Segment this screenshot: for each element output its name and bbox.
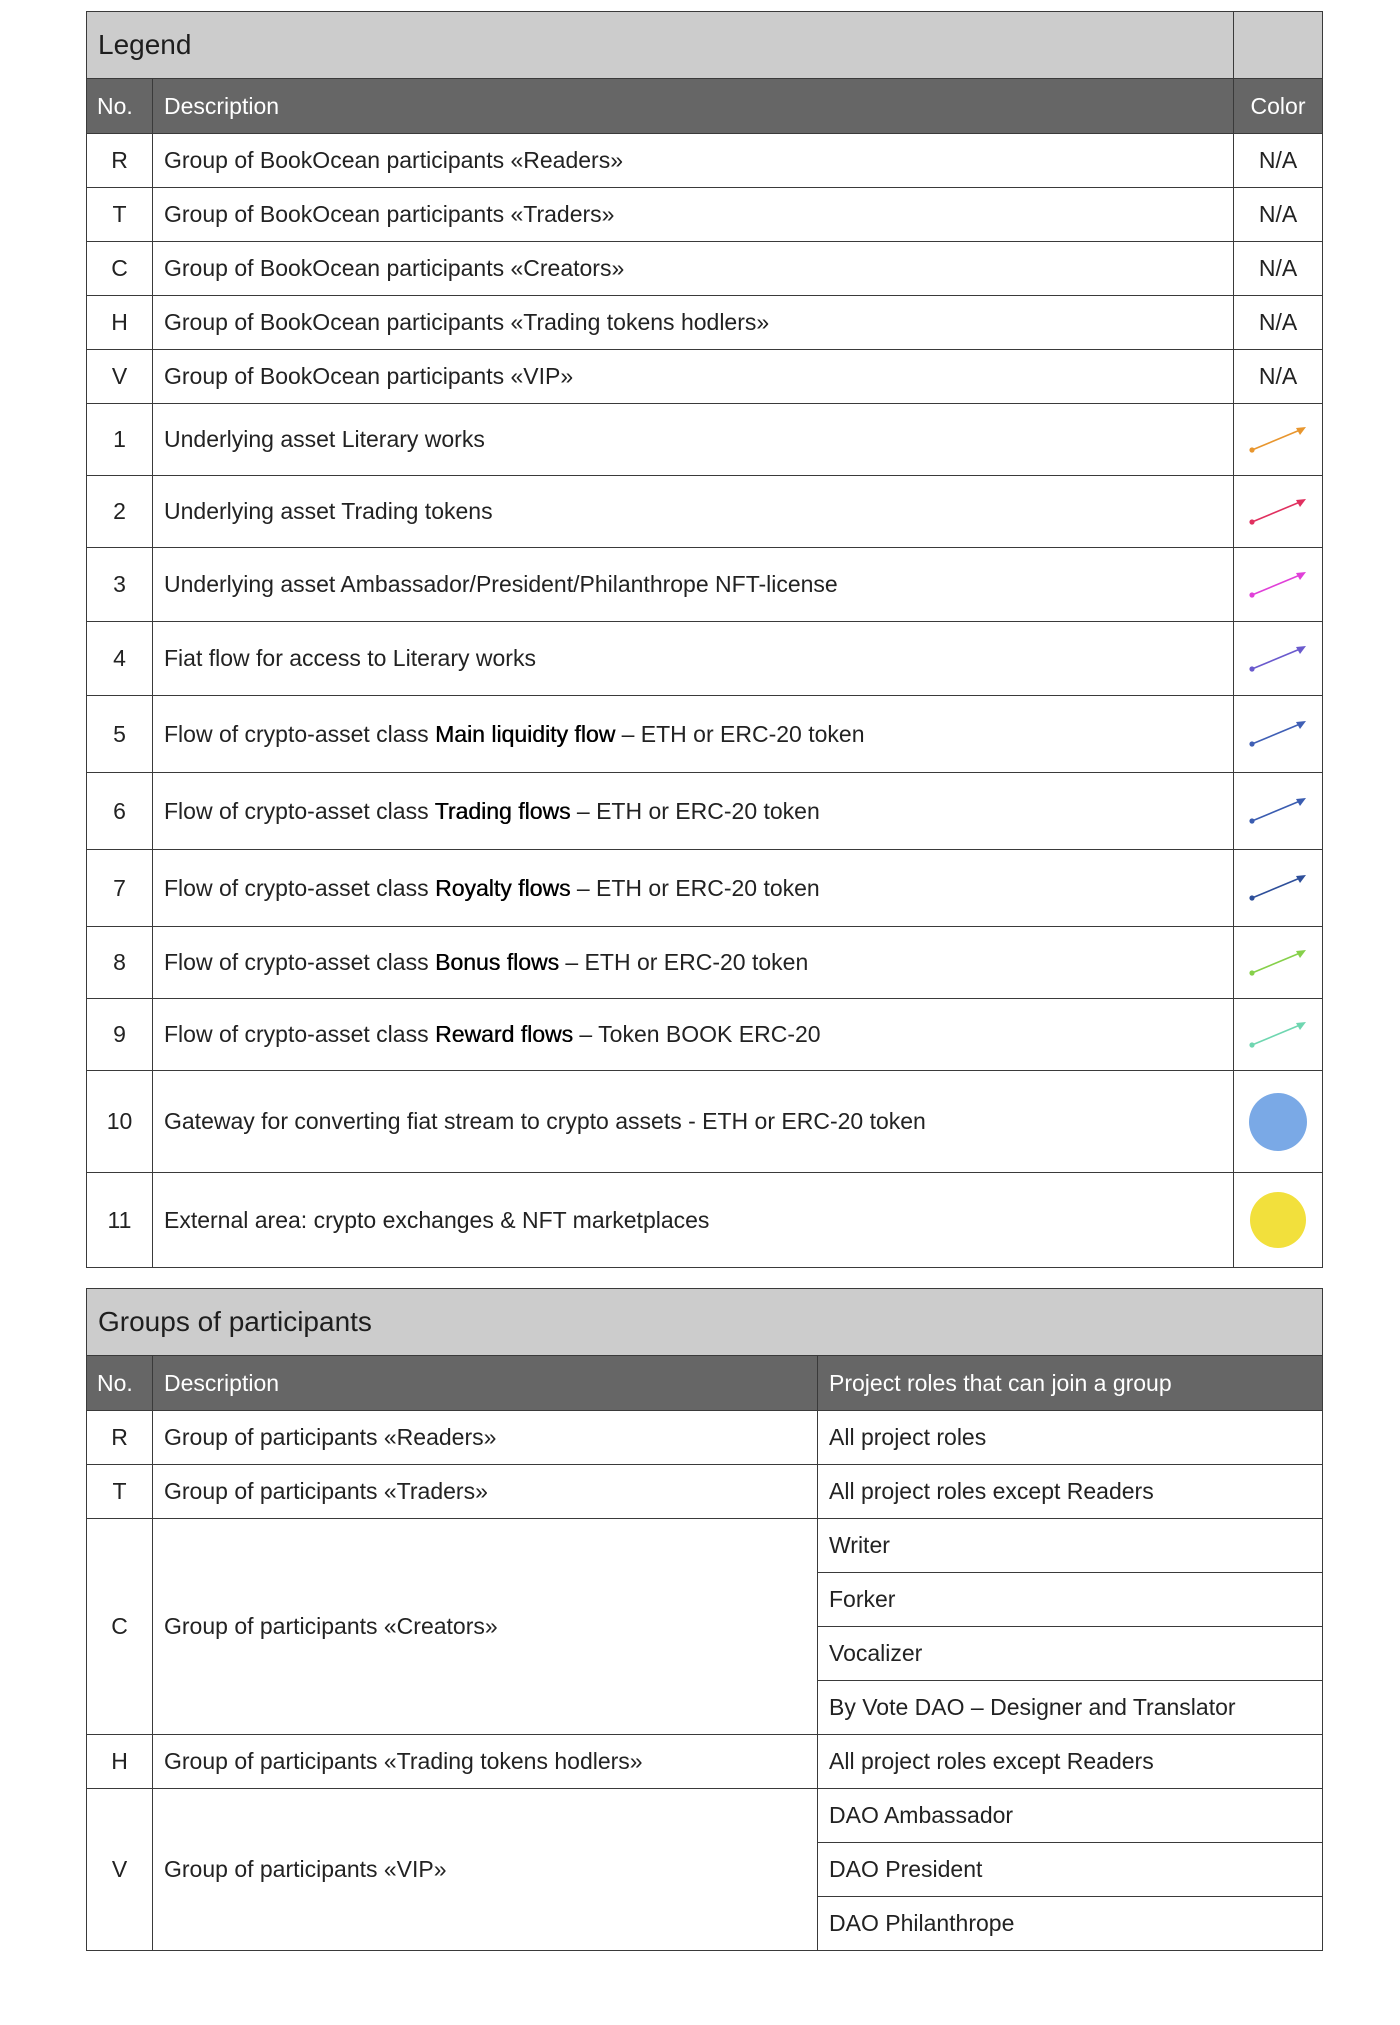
legend-header-row: [87, 79, 1323, 134]
groups-header-roles: Project roles that can join a group: [818, 1356, 1323, 1411]
groups-row-no: R: [87, 1411, 153, 1465]
legend-row-no: 5: [87, 696, 153, 773]
groups-row-role: By Vote DAO – Designer and Translator: [818, 1681, 1323, 1735]
legend-row-color: N/A: [1234, 134, 1323, 188]
legend-row-color: N/A: [1234, 242, 1323, 296]
legend-row-description: [153, 850, 1234, 927]
description-prefix: Flow of crypto-asset class: [164, 949, 435, 975]
description-prefix: Flow of crypto-asset class: [164, 797, 435, 824]
legend-row-description: Group of BookOcean participants «Traders»: [153, 188, 1234, 242]
arrow-shaft: [1252, 502, 1300, 522]
groups-row-role: All project roles except Readers: [818, 1735, 1323, 1789]
legend-header-description: Description: [153, 79, 1234, 134]
legend-row-description: External area: crypto exchanges & NFT marketplaces: [153, 1173, 1234, 1268]
legend-row-description: Underlying asset Ambassador/President/Philanthrope NFT-license: [153, 548, 1234, 622]
arrow-shaft: [1252, 575, 1300, 595]
arrow-tail-dot: [1249, 666, 1254, 671]
description-suffix: – Token BOOK ERC-20: [573, 1021, 821, 1047]
color-circle-icon: [1249, 1093, 1307, 1151]
groups-row-no: V: [87, 1789, 153, 1951]
legend-row-color: [1234, 696, 1323, 773]
arrow-tail-dot: [1249, 592, 1254, 597]
legend-row-description: Group of BookOcean participants «VIP»: [153, 350, 1234, 404]
legend-title: Legend: [87, 12, 1234, 79]
legend-row-color: [1234, 548, 1323, 622]
legend-row-description: Group of BookOcean participants «Readers»: [153, 134, 1234, 188]
legend-header-no: No.: [87, 79, 153, 134]
flow-class-name: Main liquidity flow: [434, 720, 616, 747]
description-suffix: – ETH or ERC-20 token: [558, 949, 809, 975]
legend-row-color: [1234, 1071, 1323, 1173]
legend-row-no: T: [87, 188, 153, 242]
groups-row-role: DAO Ambassador: [818, 1789, 1323, 1843]
legend-row: [87, 242, 1323, 296]
legend-row-description: Underlying asset Trading tokens: [153, 476, 1234, 548]
legend-row-color: N/A: [1234, 350, 1323, 404]
groups-row-no: H: [87, 1735, 153, 1789]
legend-row-no: H: [87, 296, 153, 350]
legend-row-color: [1234, 999, 1323, 1071]
legend-title-row: [87, 12, 1323, 79]
arrow-tail-dot: [1249, 1042, 1254, 1047]
legend-row: [87, 548, 1323, 622]
arrow-shaft: [1252, 1025, 1300, 1045]
arrow-shaft: [1252, 878, 1300, 898]
legend-row-no: V: [87, 350, 153, 404]
flow-arrow-icon: [1246, 422, 1310, 458]
legend-row-description: [153, 696, 1234, 773]
legend-header-color: Color: [1234, 79, 1323, 134]
groups-row-role: All project roles except Readers: [818, 1465, 1323, 1519]
legend-row-description: Fiat flow for access to Literary works: [153, 622, 1234, 696]
legend-row: [87, 1173, 1323, 1268]
groups-row-role: DAO Philanthrope: [818, 1897, 1323, 1951]
flow-class-name: Trading flows: [434, 797, 571, 824]
groups-row: [87, 1465, 1323, 1519]
arrow-shaft: [1252, 801, 1300, 821]
legend-row-no: C: [87, 242, 153, 296]
arrow-tail-dot: [1249, 447, 1254, 452]
arrow-tail-dot: [1249, 741, 1254, 746]
groups-row-role: Writer: [818, 1519, 1323, 1573]
flow-arrow-icon: [1246, 494, 1310, 530]
flow-arrow-icon: [1246, 870, 1310, 906]
color-circle-icon: [1250, 1192, 1306, 1248]
groups-row: [87, 1789, 1323, 1843]
groups-row-description: Group of participants «Trading tokens hodlers»: [153, 1735, 818, 1789]
legend-row-description: Group of BookOcean participants «Trading tokens hodlers»: [153, 296, 1234, 350]
legend-row-color: [1234, 850, 1323, 927]
flow-arrow-icon: [1246, 945, 1310, 981]
legend-row: [87, 927, 1323, 999]
legend-table: [86, 11, 1323, 1268]
description-suffix: – ETH or ERC-20 token: [570, 797, 820, 824]
groups-row: [87, 1519, 1323, 1573]
legend-row-color: [1234, 927, 1323, 999]
arrow-shaft: [1252, 430, 1300, 450]
groups-header-description: Description: [153, 1356, 818, 1411]
flow-arrow-icon: [1246, 793, 1310, 829]
legend-row-no: 3: [87, 548, 153, 622]
arrow-shaft: [1252, 953, 1300, 973]
description-prefix: Flow of crypto-asset class: [164, 720, 435, 747]
legend-row-no: 1: [87, 404, 153, 476]
groups-row-role: Forker: [818, 1573, 1323, 1627]
legend-row: [87, 134, 1323, 188]
groups-row-no: T: [87, 1465, 153, 1519]
legend-row-color: [1234, 773, 1323, 850]
legend-row-no: 2: [87, 476, 153, 548]
legend-row-color: [1234, 476, 1323, 548]
groups-table: [86, 1288, 1323, 1951]
legend-row-description: Underlying asset Literary works: [153, 404, 1234, 476]
arrow-tail-dot: [1249, 818, 1254, 823]
groups-row-description: Group of participants «VIP»: [153, 1789, 818, 1951]
description-prefix: Flow of crypto-asset class: [164, 1021, 435, 1047]
groups-header-no: No.: [87, 1356, 153, 1411]
flow-arrow-icon: [1246, 1017, 1310, 1053]
legend-row: [87, 188, 1323, 242]
legend-row-description: [153, 999, 1234, 1071]
arrow-shaft: [1252, 724, 1300, 744]
legend-row: [87, 476, 1323, 548]
flow-arrow-icon: [1246, 641, 1310, 677]
groups-row: [87, 1735, 1323, 1789]
legend-row-no: R: [87, 134, 153, 188]
legend-row-no: 7: [87, 850, 153, 927]
legend-row-color: N/A: [1234, 296, 1323, 350]
legend-row: [87, 773, 1323, 850]
arrow-tail-dot: [1249, 970, 1254, 975]
arrow-tail-dot: [1249, 895, 1254, 900]
flow-arrow-icon: [1246, 716, 1310, 752]
legend-body: [87, 134, 1323, 1268]
legend-row-color: [1234, 404, 1323, 476]
flow-class-name: Reward flows: [434, 1021, 574, 1047]
legend-row-color: [1234, 1173, 1323, 1268]
groups-row-role: All project roles: [818, 1411, 1323, 1465]
groups-header-row: [87, 1356, 1323, 1411]
legend-row: [87, 350, 1323, 404]
groups-title-row: [87, 1289, 1323, 1356]
legend-row-description: [153, 927, 1234, 999]
groups-row-role: Vocalizer: [818, 1627, 1323, 1681]
legend-row-color: [1234, 622, 1323, 696]
legend-row-color: N/A: [1234, 188, 1323, 242]
legend-title-empty-cell: [1234, 12, 1323, 79]
legend-row: [87, 999, 1323, 1071]
groups-row-description: Group of participants «Readers»: [153, 1411, 818, 1465]
flow-class-name: Bonus flows: [434, 949, 559, 975]
legend-row: [87, 1071, 1323, 1173]
legend-row-no: 10: [87, 1071, 153, 1173]
legend-row: [87, 696, 1323, 773]
groups-row-role: DAO President: [818, 1843, 1323, 1897]
flow-class-name: Royalty flows: [434, 874, 571, 901]
legend-row-no: 9: [87, 999, 153, 1071]
legend-row-no: 8: [87, 927, 153, 999]
arrow-shaft: [1252, 649, 1300, 669]
description-prefix: Flow of crypto-asset class: [164, 874, 435, 901]
legend-row-description: Group of BookOcean participants «Creators»: [153, 242, 1234, 296]
legend-row: [87, 296, 1323, 350]
legend-row-description: Gateway for converting fiat stream to crypto assets - ETH or ERC-20 token: [153, 1071, 1234, 1173]
legend-row: [87, 622, 1323, 696]
description-suffix: – ETH or ERC-20 token: [570, 874, 820, 901]
groups-row-description: Group of participants «Creators»: [153, 1519, 818, 1735]
arrow-tail-dot: [1249, 519, 1254, 524]
groups-row-no: C: [87, 1519, 153, 1735]
groups-title: Groups of participants: [87, 1289, 1323, 1356]
flow-arrow-icon: [1246, 567, 1310, 603]
description-suffix: – ETH or ERC-20 token: [615, 720, 865, 747]
groups-row-description: Group of participants «Traders»: [153, 1465, 818, 1519]
legend-row: [87, 404, 1323, 476]
legend-row-no: 6: [87, 773, 153, 850]
legend-row: [87, 850, 1323, 927]
legend-row-no: 4: [87, 622, 153, 696]
groups-body: [87, 1411, 1323, 1951]
legend-row-no: 11: [87, 1173, 153, 1268]
groups-row: [87, 1411, 1323, 1465]
legend-row-description: [153, 773, 1234, 850]
